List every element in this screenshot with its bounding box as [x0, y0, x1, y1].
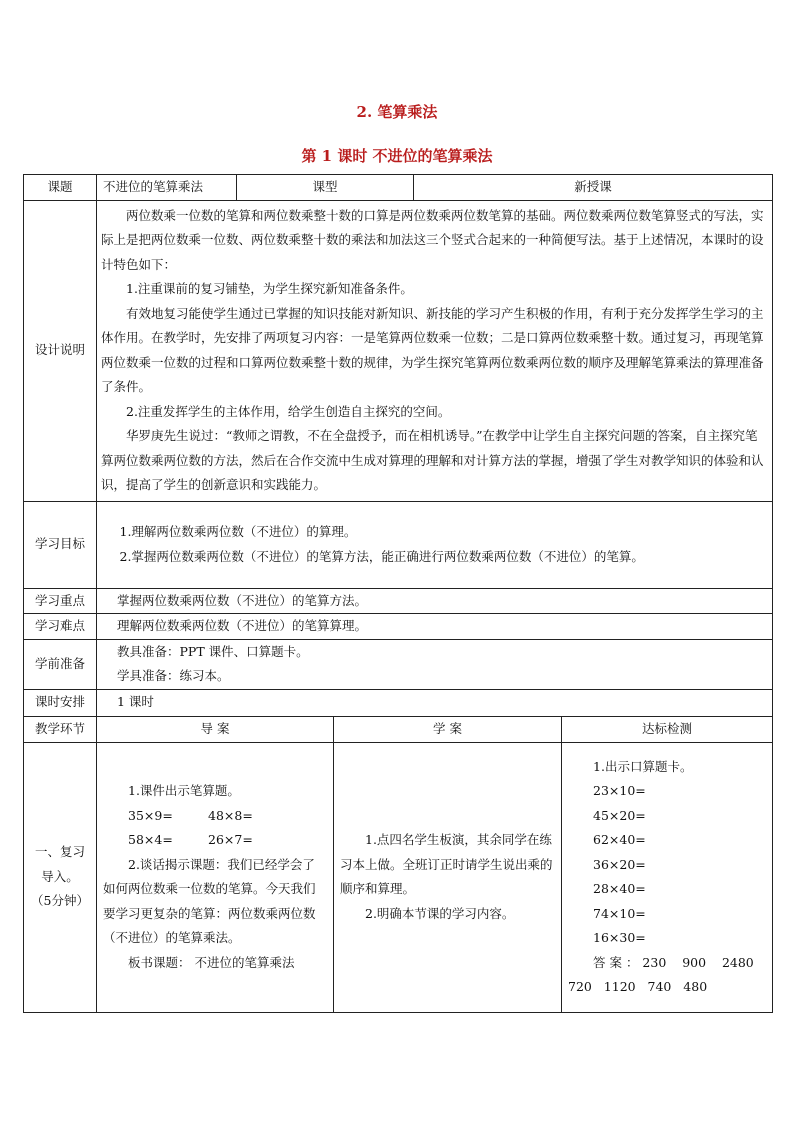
- lesson-title: 第 1 课时 不进位的笔算乘法: [301, 147, 493, 165]
- check-problem: 23×10=: [593, 783, 646, 798]
- design-paragraph: 2.注重发挥学生的主体作用，给学生创造自主探究的空间。: [126, 403, 451, 419]
- calc-problem: 58×4=: [128, 832, 173, 847]
- topic-label: 课题: [24, 175, 97, 201]
- key-point-text: 掌握两位数乘两位数（不进位）的笔算方法。: [97, 588, 773, 614]
- schedule-row: [24, 689, 773, 716]
- calc-problem: 48×8=: [208, 807, 253, 823]
- design-content: [97, 200, 773, 501]
- type-value: 新授课: [414, 175, 773, 201]
- calc-problem: 35×9=: [128, 807, 173, 823]
- check-problem: 28×40=: [593, 881, 646, 896]
- check-problem: 74×10=: [593, 905, 646, 921]
- stage1-label-line: 导入。: [41, 868, 79, 884]
- design-paragraph: 1.注重课前的复习铺垫，为学生探究新知准备条件。: [126, 281, 413, 296]
- design-paragraph: 有效地复习能使学生通过已掌握的知识技能对新知识、新技能的学习产生积极的作用，有利于充分发挥学生学习的主体作用。在教学时，先安排了两项复习内容：一是笔算两位数乘一位数；二是口算两位数乘整十数。通过复习，再现笔算两位数乘一位数的过程和口算两位数乘整十数的规律，为学生探究笔算两位数乘两位数的顺序及理解笔算乘法的算理准备了条件。: [101, 305, 764, 394]
- design-paragraph: 华罗庚先生说过：“教师之谓教，不在全盘授予，而在相机诱导。”在教学中让学生自主探究问题的答案，自主探究笔算两位数乘两位数的方法，然后在合作交流中生成对算理的理解和对计算方法的掌握，增强了学生对教学知识的体验和认识，提高了学生的创新意识和实践能力。: [101, 428, 764, 492]
- check-problem: 45×20=: [593, 807, 646, 823]
- guide-content: [97, 742, 334, 1012]
- difficulty-text: 理解两位数乘两位数（不进位）的笔算算理。: [97, 614, 773, 640]
- topic-row: [24, 175, 773, 201]
- prep-content: [97, 639, 773, 689]
- check-answers: 答 案 ： 230 900 2480: [593, 954, 754, 970]
- guide-item: 1.课件出示笔算题。: [128, 783, 240, 798]
- check-content: [562, 742, 773, 1012]
- schedule-text: 1 课时: [97, 689, 773, 716]
- check-header: 达标检测: [562, 716, 773, 742]
- topic-value: 不进位的笔算乘法: [97, 175, 237, 201]
- stage1-label: [24, 742, 97, 1012]
- check-problem: 36×20=: [593, 856, 646, 872]
- section-title: 2. 笔算乘法: [356, 103, 438, 121]
- prep-item: 教具准备：PPT 课件、口算题卡。: [117, 643, 309, 659]
- stage1-row: [24, 742, 773, 1012]
- goal-item: 2.掌握两位数乘两位数（不进位）的笔算方法，能正确进行两位数乘两位数（不进位）的笔算。: [119, 548, 644, 564]
- design-paragraph: 两位数乘一位数的笔算和两位数乘整十数的口算是两位数乘两位数笔算的基础。两位数乘两位数笔算竖式的写法，实际上是把两位数乘一位数、两位数乘整十数的乘法和加法这三个竖式合起来的一种简便写法。基于上述情况，本课时的设计特色如下：: [101, 207, 764, 272]
- check-problem: 16×30=: [593, 930, 646, 945]
- prep-label: 学前准备: [24, 639, 97, 689]
- study-header: 学 案: [334, 716, 562, 742]
- section-header-row: [24, 716, 773, 742]
- prep-item: 学具准备：练习本。: [117, 668, 230, 683]
- type-label: 课型: [237, 175, 414, 201]
- calc-row: [103, 828, 327, 853]
- study-content: [334, 742, 562, 1012]
- prep-row: [24, 639, 773, 689]
- check-problem: 62×40=: [593, 832, 646, 847]
- guide-item: 2.谈话揭示课题：我们已经学会了如何两位数乘一位数的笔算。今天我们要学习更复杂的笔算：两位数乘两位数（不进位）的笔算乘法。: [103, 856, 316, 945]
- study-item: 2.明确本节课的学习内容。: [365, 905, 515, 921]
- key-point-row: [24, 588, 773, 614]
- board-title: 板书课题： 不进位的笔算乘法: [128, 954, 295, 970]
- difficulty-row: [24, 614, 773, 640]
- goals-content: [97, 501, 773, 588]
- schedule-label: 课时安排: [24, 689, 97, 716]
- guide-header: 导 案: [97, 716, 334, 742]
- lesson-plan-table: [23, 174, 773, 1013]
- stage1-label-line: （5分钟）: [31, 893, 89, 909]
- design-row: [24, 200, 773, 501]
- goals-label: 学习目标: [24, 501, 97, 588]
- check-intro: 1.出示口算题卡。: [593, 758, 693, 774]
- goals-row: [24, 501, 773, 588]
- stage1-label-line: 一、复习: [34, 844, 85, 860]
- design-label: 设计说明: [24, 200, 97, 501]
- key-point-label: 学习重点: [24, 588, 97, 614]
- difficulty-label: 学习难点: [24, 614, 97, 640]
- goal-item: 1.理解两位数乘两位数（不进位）的算理。: [119, 524, 357, 539]
- check-answers: 720 1120 740 480: [568, 979, 708, 994]
- calc-row: [103, 804, 327, 829]
- stage-header: 教学环节: [24, 716, 97, 742]
- study-item: 1.点四名学生板演，其余同学在练习本上做。全班订正时请学生说出乘的顺序和算理。: [340, 832, 553, 896]
- calc-problem: 26×7=: [208, 832, 253, 847]
